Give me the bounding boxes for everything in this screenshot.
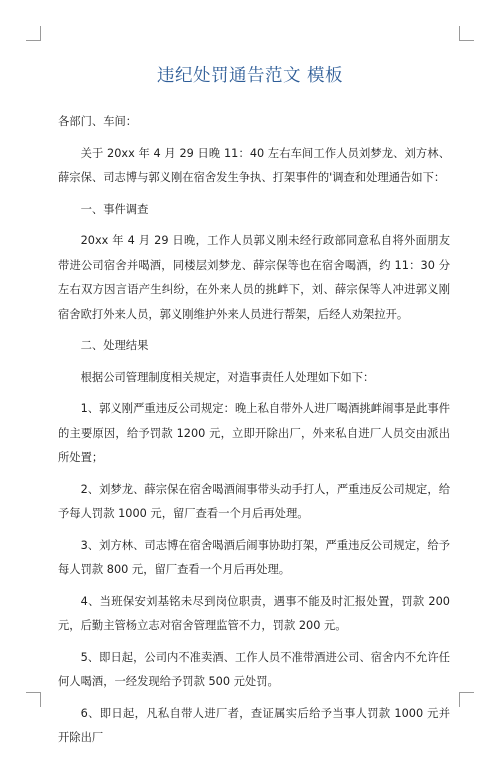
penalty-item-4: 4、当班保安刘基铭未尽到岗位职责，遇事不能及时汇报处置，罚款 200 元，后勤主管杨立志对宿舍管理监管不力，罚款 200 元。: [58, 594, 450, 632]
penalty-item-3: 3、刘方林、司志博在宿舍喝酒后闹事协助打架，严重违反公司规定，给予每人罚款 800 元，留厂查看一个月后再处理。: [58, 538, 450, 576]
penalty-item-2: 2、刘梦龙、薛宗保在宿舍喝酒闹事带头动手打人，严重违反公司规定，给予每人罚款 1000 元，留厂查看一个月后再处理。: [58, 482, 450, 520]
section1-paragraph: 20xx 年 4 月 29 日晚，工作人员郭义刚未经行政部同意私自将外面朋友带进公司宿舍并喝酒，同楼层刘梦龙、薛宗保等也在宿舍喝酒，约 11：30 分左右双方因言语产生纠纷，在外来人员的挑衅下，刘、薛宗保等人冲进郭义刚宿舍欧打外来人员，郭义刚维护外来人员进行帮架，后经人劝架拉开。: [58, 234, 450, 321]
penalty-item-5: 5、即日起，公司内不准卖酒、工作人员不准带酒进公司、宿舍内不允许任何人喝酒，一经发现给予罚款 500 元处罚。: [58, 650, 450, 688]
penalty-item-6: 6、即日起，凡私自带人进厂者，查证属实后给予当事人罚款 1000 元并开除出厂: [58, 706, 450, 744]
greeting: 各部门、车间：: [58, 115, 138, 128]
section1-heading: 一、事件调查: [80, 202, 149, 216]
section2-heading: 二、处理结果: [80, 339, 149, 352]
penalty-item-1: 1、郭义刚严重违反公司规定：晚上私自带外人进厂喝酒挑衅闹事是此事件的主要原因，给予罚款 1200 元，立即开除出厂，外来私自进厂人员交由派出所处置；: [58, 402, 450, 464]
crop-mark-bottom-left: [26, 692, 41, 707]
document-body: [58, 110, 450, 758]
section2-intro: 根据公司管理制度相关规定，对造事责任人处理如下如下：: [80, 370, 375, 384]
crop-mark-top-right: [459, 26, 474, 41]
document-title: 违纪处罚通告范文 模板: [156, 66, 344, 86]
crop-mark-bottom-right: [459, 692, 474, 707]
intro-paragraph: 关于 20xx 年 4 月 29 日晚 11：40 左右车间工作人员刘梦龙、刘方林、薛宗保、司志博与郭义刚在宿舍发生争执、打架事件的'调查和处理通告如下：: [58, 146, 450, 184]
crop-mark-top-left: [26, 26, 41, 41]
